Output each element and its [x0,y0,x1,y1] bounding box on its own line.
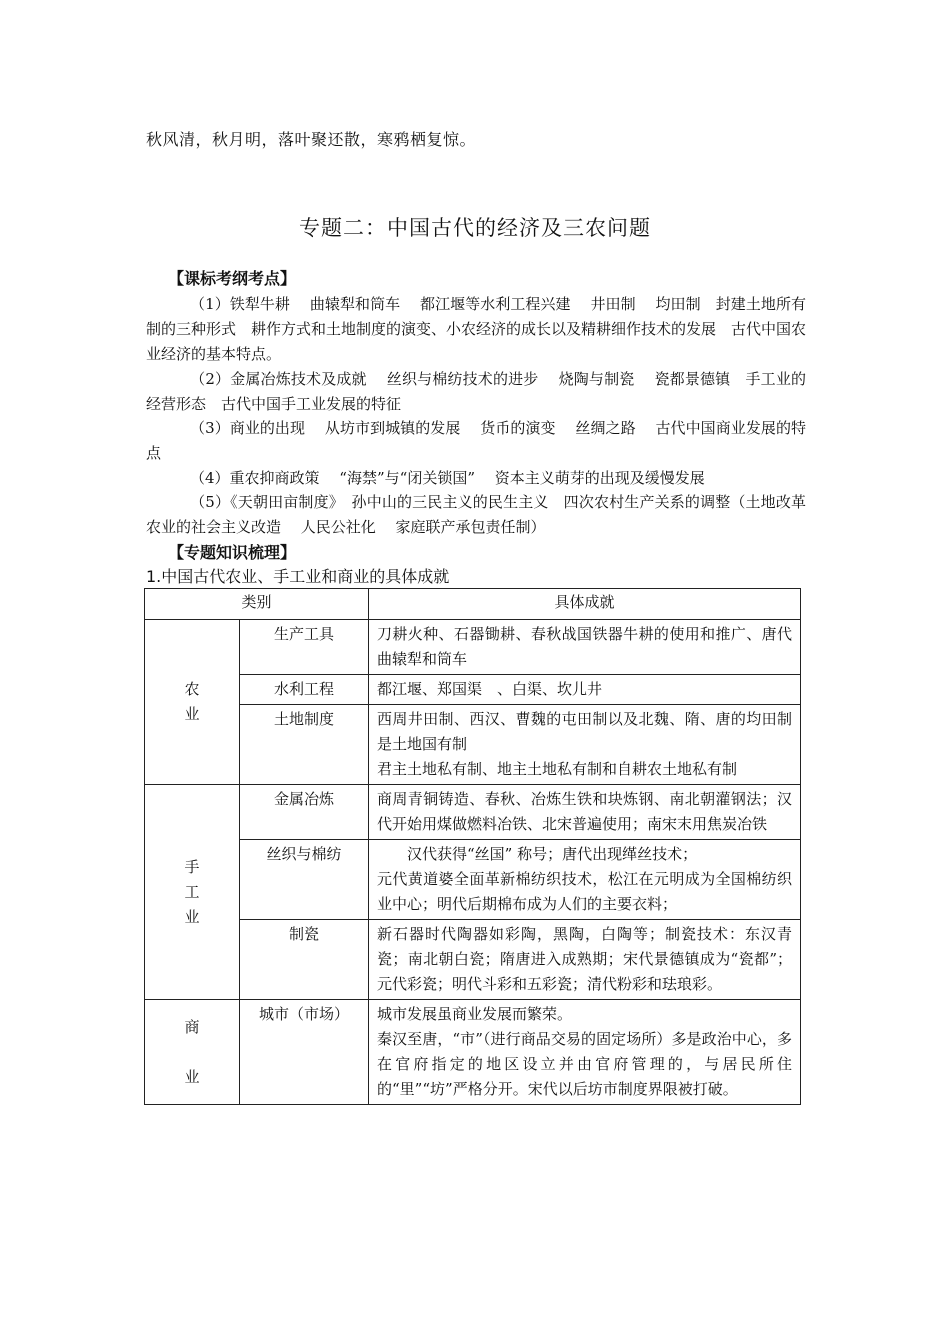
table-row [145,705,801,785]
achievements-table [144,588,801,1105]
syllabus-item-text: （2）金属冶炼技术及成就 丝织与棉纺技术的进步 烧陶与制瓷 瓷都景德镇 手工业的经营形态 古代中国手工业发展的特征 [146,370,806,413]
table-row [145,675,801,705]
syllabus-item-text: （4）重农抑商政策 “海禁”与“闭关锁国” 资本主义萌芽的出现及缓慢发展 [190,469,705,487]
syllabus-item-text: （1）铁犁牛耕 曲辕犁和筒车 都江堰等水利工程兴建 井田制 均田制 封建土地所有制的三种形式 耕作方式和土地制度的演变、小农经济的成长以及精耕细作技术的发展 古代中国农业经济的基本特点。 [146,295,807,363]
subcategory-cell: 金属冶炼 [240,785,369,840]
knowledge-heading: 【专题知识梳理】 [168,543,297,562]
syllabus-item-text: （5）《天朝田亩制度》 孙中山的三民主义的民生主义 四次农村生产关系的调整（土地改革 农业的社会主义改造 人民公社化 家庭联产承包责任制） [146,493,822,536]
category-commerce: 商 业 [145,1000,240,1105]
table-row [145,840,801,920]
knowledge-subheading: 1.中国古代农业、手工业和商业的具体成就 [146,567,450,586]
syllabus-item-1 [146,292,806,367]
subcategory-cell: 水利工程 [240,675,369,705]
subcategory-cell: 丝织与棉纺 [240,840,369,920]
table-row [145,1000,801,1105]
detail-cell: 商周青铜铸造、春秋、冶炼生铁和块炼钢、南北朝灌钢法；汉代开始用煤做燃料冶铁、北宋普遍使用；南宋末用焦炭冶铁 [369,785,801,840]
category-handicraft: 手 工 业 [145,785,240,1000]
detail-cell: 西周井田制、西汉、曹魏的屯田制以及北魏、隋、唐的均田制是土地国有制 君主土地私有制、地主土地私有制和自耕农土地私有制 [369,705,801,785]
poem-line: 秋风清，秋月明，落叶聚还散，寒鸦栖复惊。 [146,130,477,149]
detail-cell: 汉代获得“丝国” 称号；唐代出现缂丝技术； 元代黄道婆全面革新棉纺织技术，松江在元明成为全国棉纺织业中心；明代后期棉布成为人们的主要衣料； [369,840,801,920]
detail-cell: 刀耕火种、石器锄耕、春秋战国铁器牛耕的使用和推广、唐代曲辕犁和筒车 [369,620,801,675]
detail-cell: 城市发展虽商业发展而繁荣。 秦汉至唐，“市”（进行商品交易的固定场所）多是政治中心，多在官府指定的地区设立并由官府管理的，与居民所住的“里”“坊”严格分开。宋代以后坊市制度界限被打破。 [369,1000,801,1105]
header-achievements: 具体成就 [369,589,801,620]
syllabus-item-4 [146,466,806,491]
table-row [145,620,801,675]
subcategory-cell: 制瓷 [240,920,369,1000]
subcategory-cell: 城市（市场） [240,1000,369,1105]
syllabus-item-text: （3）商业的出现 从坊市到城镇的发展 货币的演变 丝绸之路 古代中国商业发展的特点 [146,419,806,462]
table-header-row [145,589,801,620]
detail-cell: 新石器时代陶器如彩陶，黑陶，白陶等；制瓷技术：东汉青瓷；南北朝白瓷；隋唐进入成熟期；宋代景德镇成为“瓷都”；元代彩瓷；明代斗彩和五彩瓷；清代粉彩和珐琅彩。 [369,920,801,1000]
page-title: 专题二：中国古代的经济及三农问题 [299,216,651,240]
header-category: 类别 [145,589,369,620]
syllabus-item-2 [146,367,806,417]
syllabus-item-5 [146,490,822,540]
table-row [145,785,801,840]
syllabus-item-3 [146,416,806,466]
category-agriculture: 农 业 [145,620,240,785]
detail-cell: 都江堰、郑国渠 、白渠、坎儿井 [369,675,801,705]
syllabus-heading: 【课标考纲考点】 [168,269,297,288]
subcategory-cell: 土地制度 [240,705,369,785]
subcategory-cell: 生产工具 [240,620,369,675]
table-row [145,920,801,1000]
